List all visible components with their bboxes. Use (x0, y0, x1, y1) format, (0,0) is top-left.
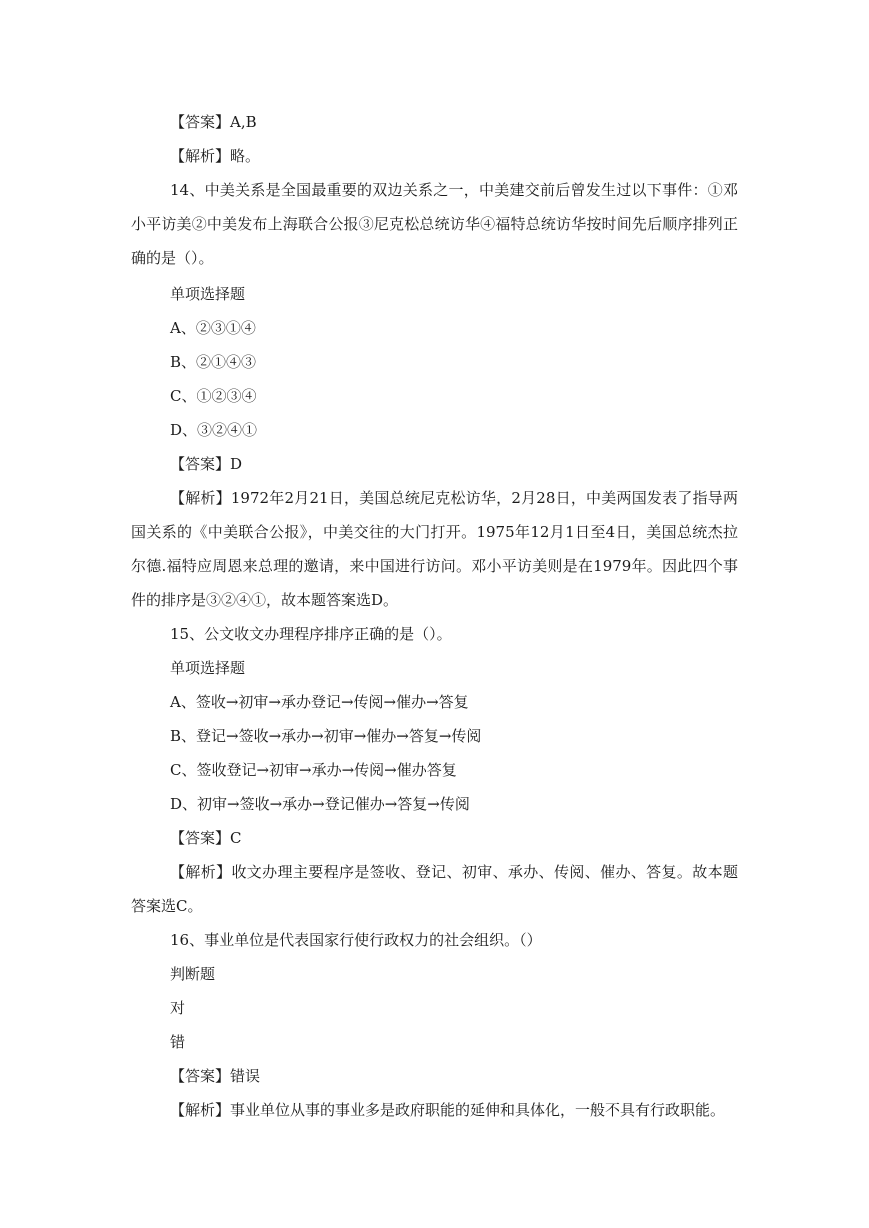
q16-stem: 16、事业单位是代表国家行使行政权力的社会组织。（） (170, 931, 542, 949)
q13-analysis: 【解析】略。 (170, 147, 261, 165)
q16-answer: 【答案】错误 (170, 1067, 261, 1085)
q14-option-c: C、①②③④ (170, 387, 257, 405)
q15-option-c: C、签收登记→初审→承办→传阅→催办答复 (170, 761, 457, 779)
q15-answer: 【答案】C (170, 829, 242, 847)
q14-option-d: D、③②④① (170, 421, 258, 439)
q14-type: 单项选择题 (170, 285, 246, 303)
q15-analysis: 【解析】收文办理主要程序是签收、登记、初审、承办、传阅、催办、答复。故本题答案选C。 (131, 863, 738, 915)
q16-option-false: 错 (170, 1033, 186, 1051)
q15-option-d: D、初审→签收→承办→登记催办→答复→传阅 (170, 795, 470, 813)
q14-answer: 【答案】D (170, 455, 243, 473)
q13-answer: 【答案】A,B (170, 113, 257, 131)
q14-analysis: 【解析】1972年2月21日，美国总统尼克松访华，2月28日，中美两国发表了指导两国关系的《中美联合公报》，中美交往的大门打开。1975年12月1日至4日，美国总统杰拉尔德.福特应周恩来总理的邀请，来中国进行访问。邓小平访美则是在1979年。因此四个事件的排序是③②④①，故本题答案选D。 (131, 489, 738, 609)
q14-stem: 14、中美关系是全国最重要的双边关系之一，中美建交前后曾发生过以下事件：①邓小平访美②中美发布上海联合公报③尼克松总统访华④福特总统访华按时间先后顺序排列正确的是（）。 (131, 181, 738, 267)
q16-analysis: 【解析】事业单位从事的事业多是政府职能的延伸和具体化，一般不具有行政职能。 (170, 1101, 726, 1119)
q16-option-true: 对 (170, 999, 186, 1017)
q14-option-a: A、②③①④ (170, 319, 256, 337)
q15-type: 单项选择题 (170, 659, 246, 677)
q16-type: 判断题 (170, 965, 216, 983)
q15-stem: 15、公文收文办理程序排序正确的是（）。 (170, 625, 452, 643)
q15-option-a: A、签收→初审→承办登记→传阅→催办→答复 (170, 693, 469, 711)
q15-option-b: B、登记→签收→承办→初审→催办→答复→传阅 (170, 727, 482, 745)
q14-option-b: B、②①④③ (170, 353, 257, 371)
